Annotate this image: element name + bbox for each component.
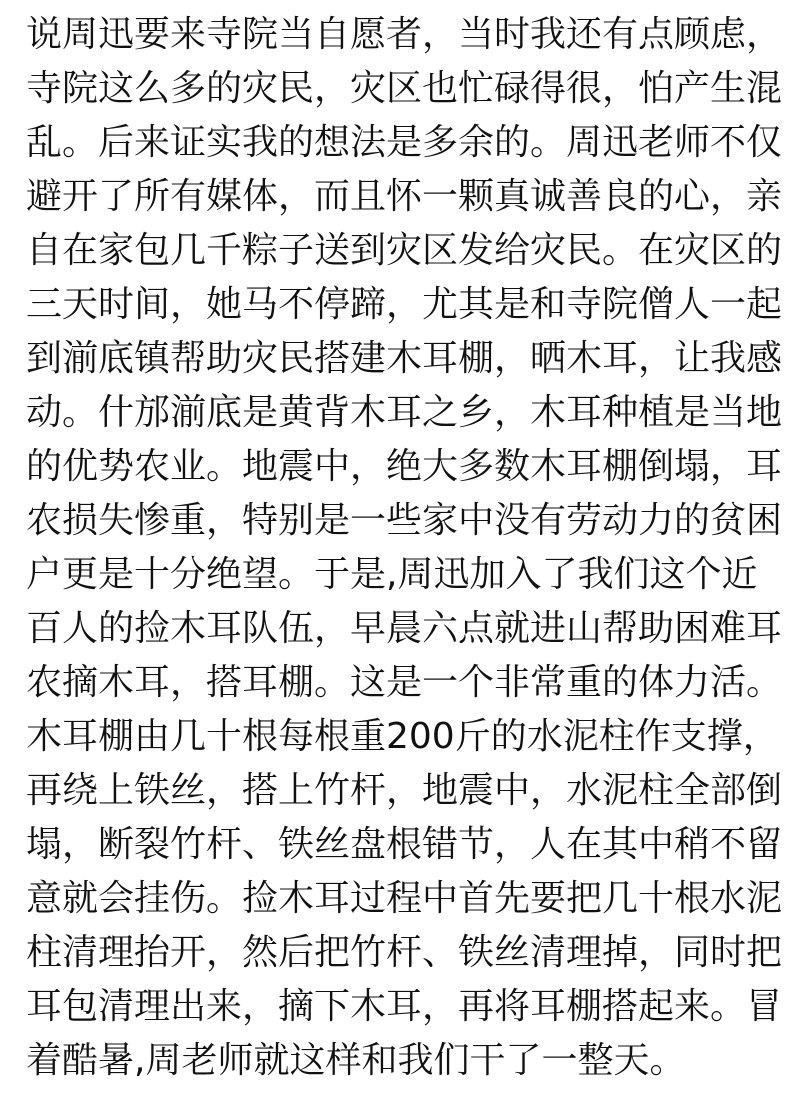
text-line: 农损失惨重，特别是一些家中没有劳动力的贫困 (26, 500, 783, 541)
text-line: 动。什邡湔底是黄背木耳之乡，木耳种植是当地 (26, 392, 783, 433)
text-line: 到湔底镇帮助灾民搭建木耳棚，晒木耳，让我感 (26, 338, 783, 379)
text-line: 再绕上铁丝，搭上竹杆，地震中，水泥柱全部倒 (26, 770, 783, 811)
text-line: 户更是十分绝望。于是,周迅加入了我们这个近 (26, 554, 758, 595)
text-line: 意就会挂伤。捡木耳过程中首先要把几十根水泥 (26, 878, 783, 919)
text-line: 百人的捡木耳队伍，早晨六点就进山帮助困难耳 (26, 608, 783, 649)
text-line: 农摘木耳，搭耳棚。这是一个非常重的体力活。 (26, 662, 783, 703)
text-line: 木耳棚由几十根每根重200斤的水泥柱作支撑， (26, 716, 779, 757)
text-line: 柱清理抬开，然后把竹杆、铁丝清理掉，同时把 (26, 932, 783, 973)
text-line: 着酷暑,周老师就这样和我们干了一整天。 (26, 1040, 686, 1081)
text-line: 避开了所有媒体，而且怀一颗真诚善良的心，亲 (26, 176, 783, 217)
text-line: 寺院这么多的灾民，灾区也忙碌得很，怕产生混 (26, 68, 783, 109)
text-line: 塌，断裂竹杆、铁丝盘根错节，人在其中稍不留 (26, 824, 783, 865)
article-text (26, 8, 786, 1088)
text-line: 耳包清理出来，摘下木耳，再将耳棚搭起来。冒 (26, 986, 783, 1027)
text-line: 的优势农业。地震中，绝大多数木耳棚倒塌，耳 (26, 446, 783, 487)
text-line: 自在家包几千粽子送到灾区发给灾民。在灾区的 (26, 230, 783, 271)
text-line: 三天时间，她马不停蹄，尤其是和寺院僧人一起 (26, 284, 783, 325)
text-line: 说周迅要来寺院当自愿者，当时我还有点顾虑， (26, 14, 783, 55)
text-line: 乱。后来证实我的想法是多余的。周迅老师不仅 (26, 122, 783, 163)
